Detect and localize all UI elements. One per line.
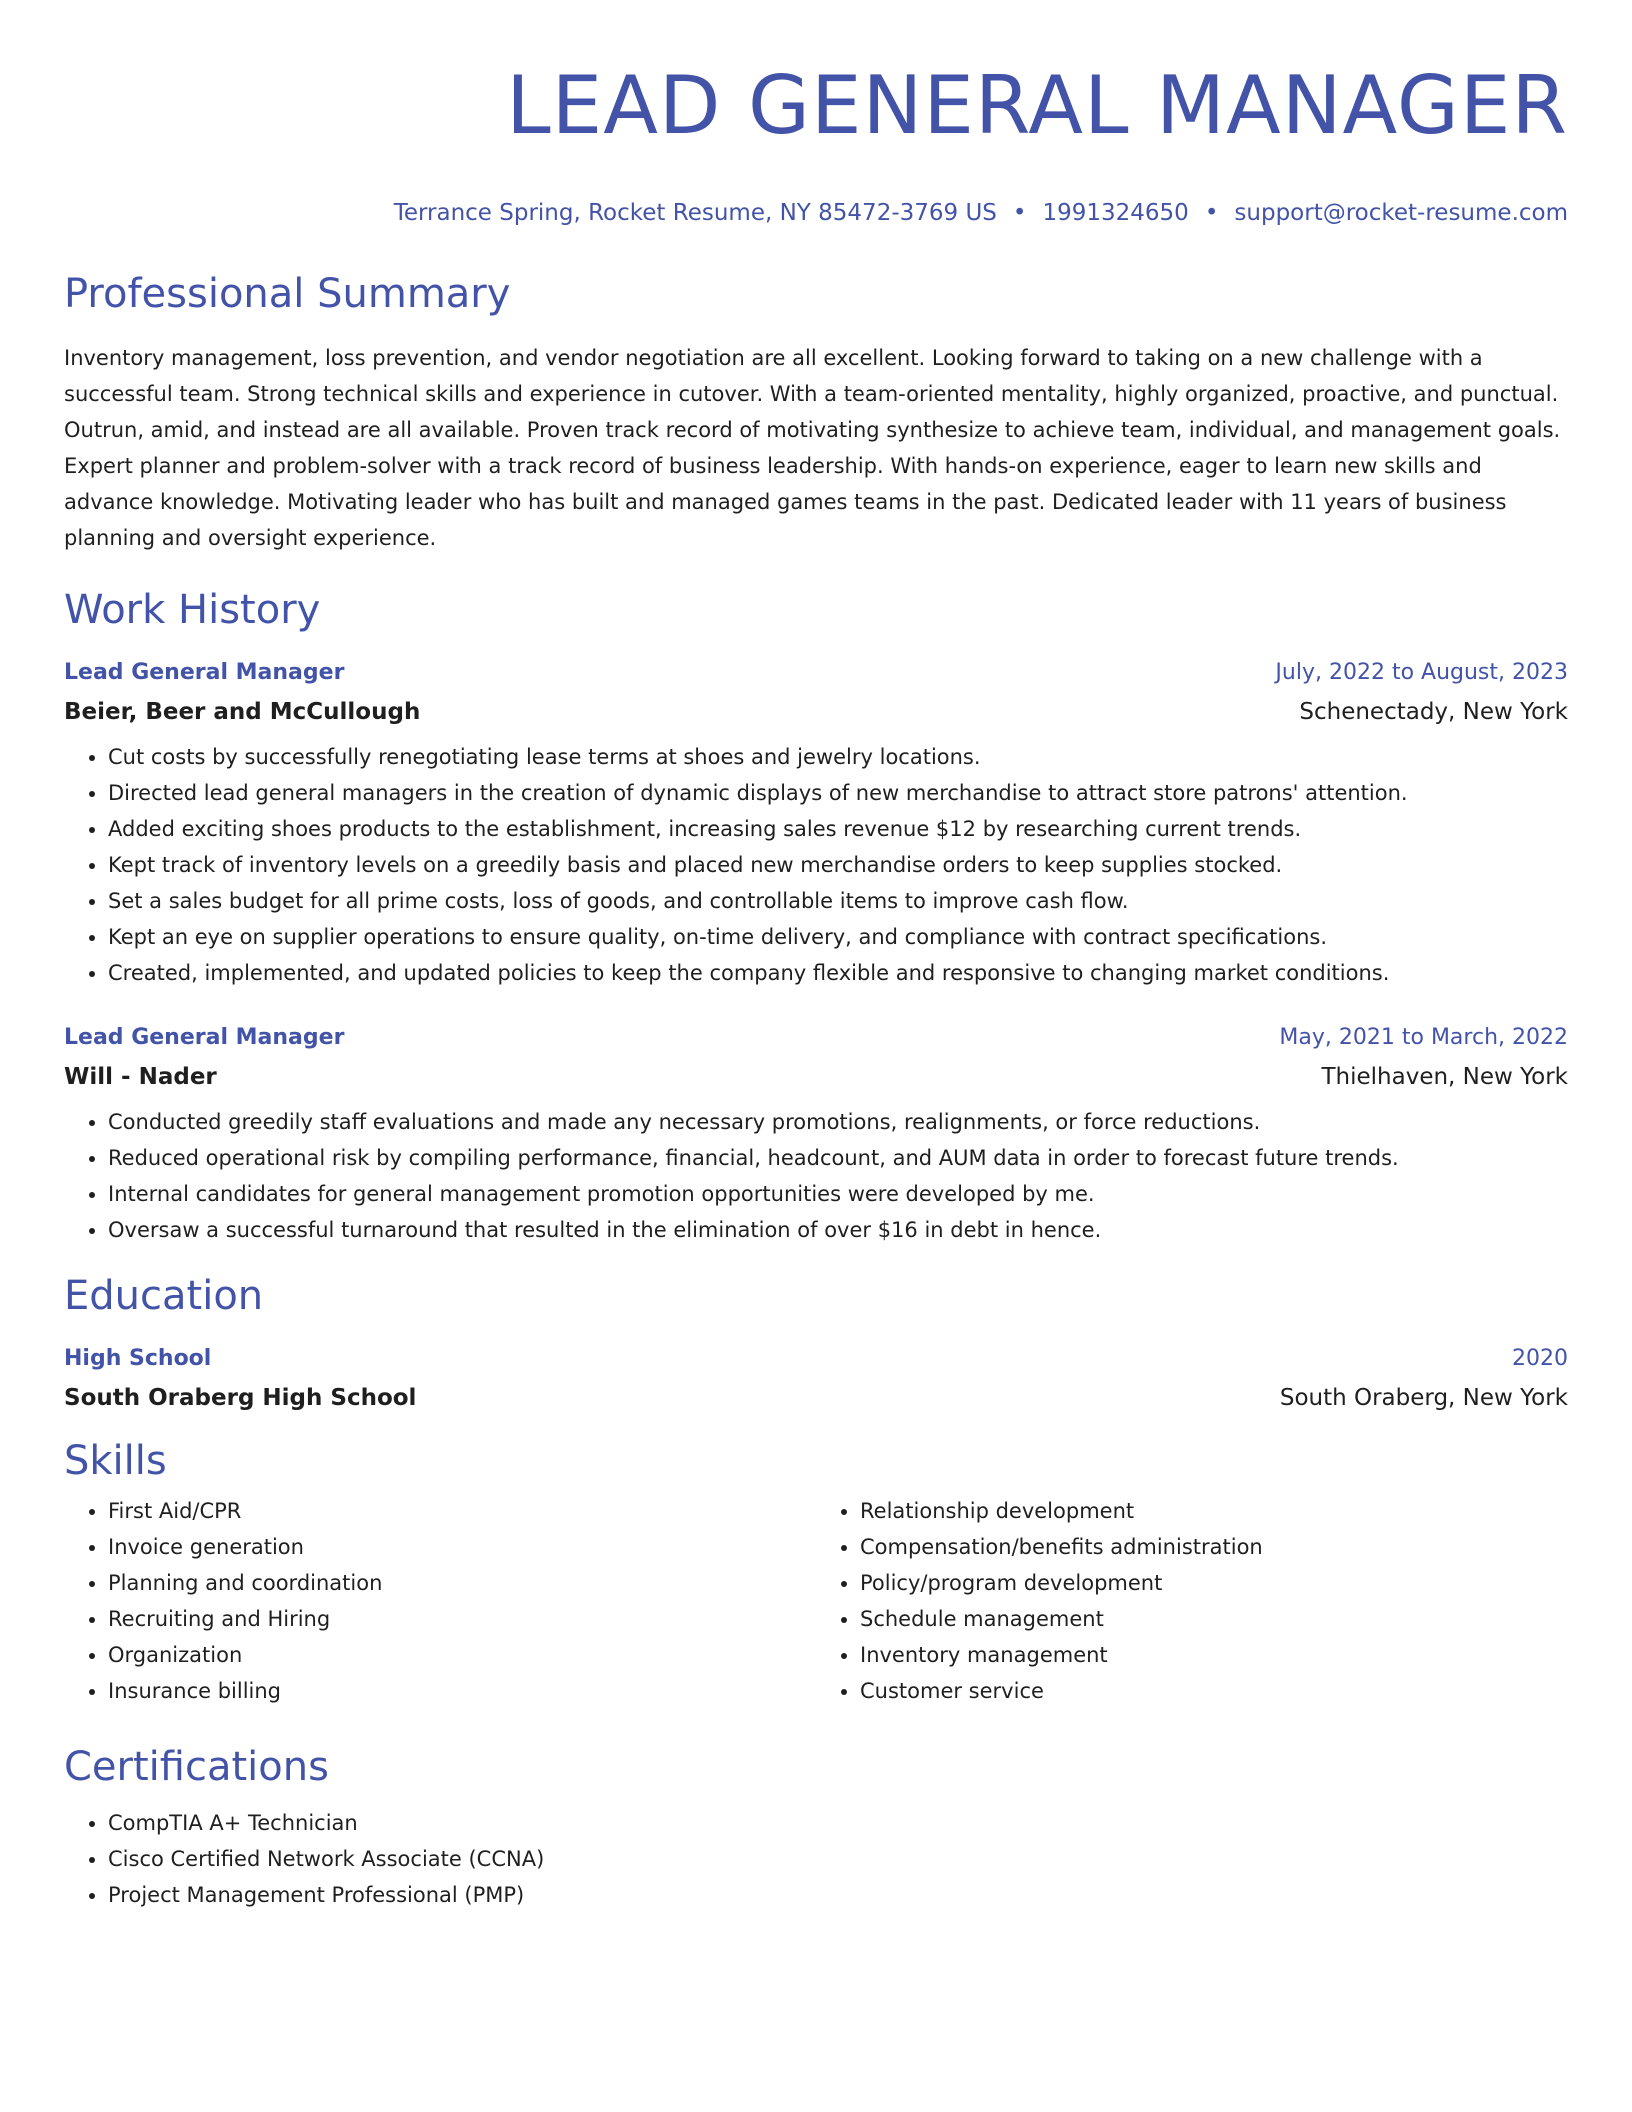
skill-item: • Customer service	[860, 1673, 1568, 1709]
job-bullets	[64, 1104, 1568, 1248]
contact-separator: •	[1012, 200, 1027, 226]
contact-line	[64, 198, 1568, 228]
certification-item: • Cisco Certified Network Associate (CCNA)	[108, 1841, 1568, 1877]
job-entry	[64, 1023, 1568, 1248]
skill-item: • Compensation/benefits administration	[860, 1529, 1568, 1565]
skill-item: • Policy/program development	[860, 1565, 1568, 1601]
job-bullet: • Set a sales budget for all prime costs, loss of goods, and controllable items to improve cash flow.	[108, 883, 1568, 919]
job-bullet: • Cut costs by successfully renegotiating lease terms at shoes and jewelry locations.	[108, 739, 1568, 775]
job-company-row	[64, 1062, 1568, 1092]
certifications-list	[64, 1805, 1568, 1913]
skill-item: • Schedule management	[860, 1601, 1568, 1637]
job-location: Schenectady, New York	[1299, 699, 1568, 725]
section-title-certifications: Certifications	[64, 1744, 329, 1790]
section-title-skills: Skills	[64, 1438, 167, 1484]
job-bullet: • Created, implemented, and updated policies to keep the company flexible and responsive to changing market conditions.	[108, 955, 1568, 991]
job-bullet: • Directed lead general managers in the creation of dynamic displays of new merchandise to attract store patrons' attention.	[108, 775, 1568, 811]
job-dates: July, 2022 to August, 2023	[1275, 660, 1568, 685]
skill-item: • Relationship development	[860, 1493, 1568, 1529]
section-title-summary: Professional Summary	[64, 271, 511, 317]
skill-item: • Insurance billing	[108, 1673, 816, 1709]
job-bullet: • Internal candidates for general management promotion opportunities were developed by me.	[108, 1176, 1568, 1212]
job-role: Lead General Manager	[64, 660, 345, 685]
job-bullet: • Kept an eye on supplier operations to ensure quality, on-time delivery, and compliance with contract specifications.	[108, 919, 1568, 955]
education-school: South Oraberg High School	[64, 1385, 417, 1411]
education-degree: High School	[64, 1346, 212, 1371]
section-title-education: Education	[64, 1273, 264, 1319]
job-bullet: • Conducted greedily staff evaluations and made any necessary promotions, realignments, or force reductions.	[108, 1104, 1568, 1140]
skill-item: • Organization	[108, 1637, 816, 1673]
contact-address: Terrance Spring, Rocket Resume, NY 85472-3769 US	[393, 200, 997, 226]
certification-item: • Project Management Professional (PMP)	[108, 1877, 1568, 1913]
skill-item: • Planning and coordination	[108, 1565, 816, 1601]
certification-item: • CompTIA A+ Technician	[108, 1805, 1568, 1841]
job-company: Beier, Beer and McCullough	[64, 699, 421, 725]
job-company-row	[64, 697, 1568, 727]
education-school-row	[64, 1383, 1568, 1413]
contact-separator: •	[1204, 200, 1219, 226]
job-bullets	[64, 739, 1568, 991]
resume-header	[64, 56, 1568, 228]
job-header-row	[64, 658, 1568, 688]
job-dates: May, 2021 to March, 2022	[1279, 1025, 1568, 1050]
education-year: 2020	[1512, 1346, 1568, 1371]
skills-list-left	[64, 1493, 816, 1709]
job-entry	[64, 658, 1568, 991]
skill-item: • Invoice generation	[108, 1529, 816, 1565]
summary-text: Inventory management, loss prevention, and vendor negotiation are all excellent. Looking forward to taking on a new challenge with a successful team. Strong technical skills and experience in cutover. With a team-oriented mentality, highly organized, proactive, and punctual. Outrun, amid, and instead are all available. Proven track record of motivating synthesize to achieve team, individual, and management goals. Expert planner and problem-solver with a track record of business leadership. With hands-on experience, eager to learn new skills and advance knowledge. Motivating leader who has built and managed games teams in the past. Dedicated leader with 11 years of business planning and oversight experience.	[64, 346, 1561, 550]
job-bullet: • Reduced operational risk by compiling performance, financial, headcount, and AUM data in order to forecast future trends.	[108, 1140, 1568, 1176]
job-role: Lead General Manager	[64, 1025, 345, 1050]
job-bullet: • Kept track of inventory levels on a greedily basis and placed new merchandise orders to keep supplies stocked.	[108, 847, 1568, 883]
section-title-work-history: Work History	[64, 587, 321, 633]
job-bullet: • Oversaw a successful turnaround that resulted in the elimination of over $16 in debt in hence.	[108, 1212, 1568, 1248]
skills-grid	[64, 1493, 1568, 1709]
education-entry	[64, 1344, 1568, 1413]
candidate-title: LEAD GENERAL MANAGER	[506, 59, 1568, 152]
skill-item: • Recruiting and Hiring	[108, 1601, 816, 1637]
education-location: South Oraberg, New York	[1279, 1385, 1568, 1411]
education-header-row	[64, 1344, 1568, 1374]
skill-item: • First Aid/CPR	[108, 1493, 816, 1529]
skills-list-right	[816, 1493, 1568, 1709]
job-company: Will - Nader	[64, 1064, 217, 1090]
job-header-row	[64, 1023, 1568, 1053]
job-location: Thielhaven, New York	[1321, 1064, 1568, 1090]
contact-email: support@rocket-resume.com	[1234, 200, 1568, 226]
contact-phone: 1991324650	[1042, 200, 1189, 226]
job-bullet: • Added exciting shoes products to the establishment, increasing sales revenue $12 by researching current trends.	[108, 811, 1568, 847]
skill-item: • Inventory management	[860, 1637, 1568, 1673]
